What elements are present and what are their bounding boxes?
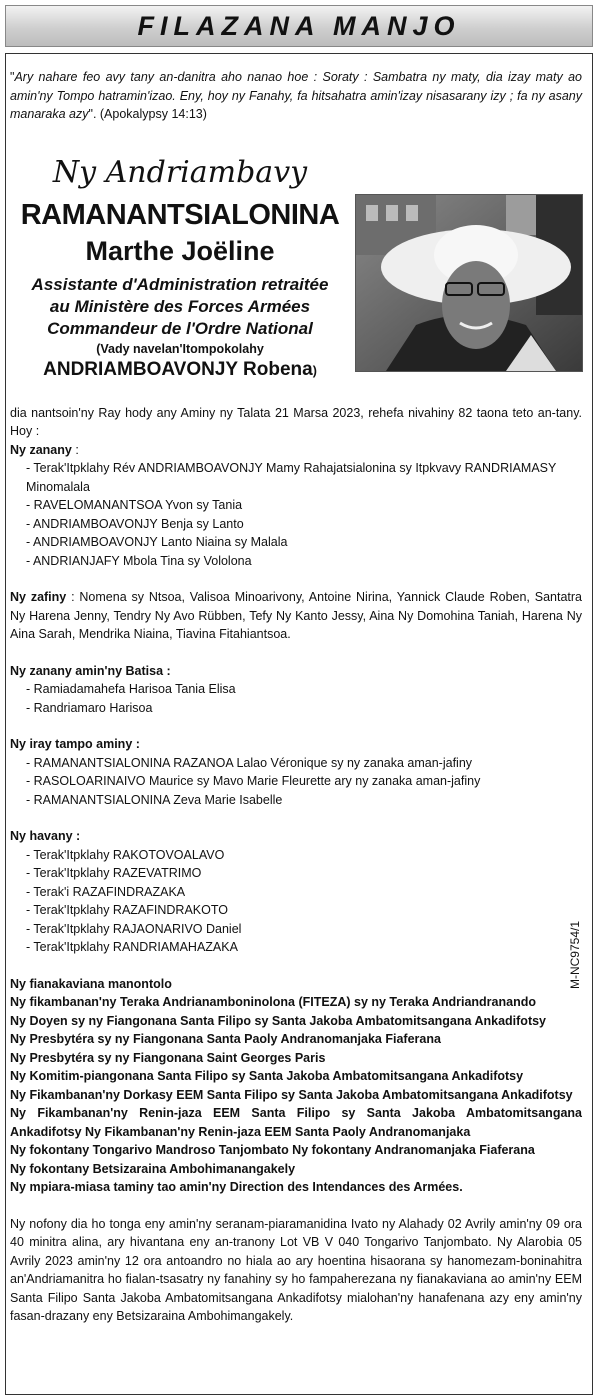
list-item: - Terak'Itpklahy RAJAONARIVO Daniel: [26, 921, 242, 936]
havany-label: Ny havany :: [10, 829, 81, 843]
list-item: - Terak'Itpklahy Rév ANDRIAMBOAVONJY Mamy Rahajatsialonina sy Itpkvavy RANDRIAMASY Minomalala: [26, 461, 557, 494]
list-item: - Terak'i RAZAFINDRAZAKA: [26, 884, 186, 899]
closing-paragraph: Ny nofony dia ho tonga eny amin'ny seranam-piaramanidina Ivato ny Alahady 02 Avrily amin'ny 09 ora 40 minitra alina, ary hivantana eny an-tranony Lot VB V 040 Tongarivo Tanjombato. Ny Alarobia 05 Avrily 2023 amin'ny 12 ora antoandro no hiala ao ary hoentina hisaorana sy hanomezam-boninahitra an'Andriamanitra ho fialan-tsasatry ny fanahiny sy ho fampaherezana ny fianakaviana ao amin'ny EEM Santa Filipo Santa Jakoba Ambatomitsangana Ankadifotsy mialohan'ny hanafenana azy eny amin'ny fasan-drazany eny Betsizaraina Ambohimangakely.: [10, 1216, 582, 1323]
association-line: Ny Presbytéra sy ny Fiangonana Saint Georges Paris: [10, 1050, 326, 1065]
list-item: - ANDRIAMBOAVONJY Lanto Niaina sy Malala: [26, 535, 288, 549]
verse-text: Ary nahare feo avy tany an-danitra aho nanao hoe : Soraty : Sambatra ny maty, dia izay maty ao amin'ny Tompo hatramin'izao. Eny, hoy ny Fanahy, fa hitsahatra amin'izay nisasarany izy ; fa ny asany manaraka azy: [10, 70, 582, 121]
batisa-label: Ny zanany amin'ny Batisa :: [10, 663, 171, 678]
list-item: - Randriamaro Harisoa: [26, 700, 153, 715]
verse-reference: . (Apokalypsy 14:13): [92, 107, 207, 121]
notice-body: [10, 404, 582, 1326]
zanany-list: [10, 459, 582, 570]
list-item: - Terak'Itpklahy RAKOTOVOALAVO: [26, 847, 225, 862]
association-line: Ny fikambanan'ny Teraka Andrianamboninolona (FITEZA) sy ny Teraka Andriandranando: [10, 995, 536, 1009]
honorific: Ny Andriambavy: [52, 154, 308, 190]
list-item: - Ramiadamahefa Harisoa Tania Elisa: [26, 682, 236, 696]
reference-code: M-NC9754/1: [568, 920, 582, 990]
association-line: Ny fokontany Betsizaraina Ambohimanangakely: [10, 1161, 296, 1176]
association-line: Ny Doyen sy ny Fiangonana Santa Filipo sy Santa Jakoba Ambatomitsangana Ankadifotsy: [10, 1013, 547, 1028]
association-line: Ny fokontany Tongarivo Mandroso Tanjombato Ny fokontany Andranomanjaka Fiaferana: [10, 1143, 535, 1157]
zanany-label: Ny zanany: [10, 442, 72, 457]
portrait-illustration: [356, 195, 582, 371]
zanany-section: Ny zanany :: [10, 442, 79, 457]
list-item: - Terak'Itpklahy RAZAFINDRAKOTO: [26, 903, 228, 917]
office-line: Assistante d'Administration retraitée: [31, 274, 329, 294]
zafiny-label: Ny zafiny: [10, 590, 67, 604]
list-item: - RASOLOARINAIVO Maurice sy Mavo Marie Fleurette ary ny zanaka aman-jafiny: [26, 774, 481, 788]
list-item: - Terak'Itpklahy RANDRIAMAHAZAKA: [26, 940, 238, 954]
office-line: Commandeur de l'Ordre National: [47, 318, 313, 338]
deceased-office: [10, 274, 350, 340]
spouse-name: ANDRIAMBOAVONJY Robena: [43, 358, 313, 380]
association-line: Ny Presbytéra sy ny Fiangonana Santa Paoly Andranomanjaka Fiaferana: [10, 1032, 441, 1046]
list-item: - RAMANANTSIALONINA Zeva Marie Isabelle: [26, 792, 283, 807]
deceased-title-block: [10, 154, 582, 404]
association-line: Ny Fikambanan'ny Dorkasy EEM Santa Filipo sy Santa Jakoba Ambatomitsangana Ankadifotsy: [10, 1087, 573, 1102]
associations-list: [10, 975, 582, 1197]
office-line: au Ministère des Forces Armées: [49, 296, 311, 316]
iray-tampo-label: Ny iray tampo aminy :: [10, 737, 140, 751]
association-line: Ny Komitim-piangonana Santa Filipo sy Santa Jakoba Ambatomitsangana Ankadifotsy: [10, 1069, 524, 1083]
bible-verse: "Ary nahare feo avy tany an-danitra aho nanao hoe : Soraty : Sambatra ny maty, dia izay maty ao amin'ny Tompo hatramin'izao. Eny, hoy ny Fanahy, fa hitsahatra amin'izay nisasarany izy ; fa ny asany manaraka azy". (Apokalypsy 14:13): [10, 70, 582, 121]
deceased-surname: RAMANANTSIALONINA: [20, 198, 340, 231]
zafiny-section: [10, 588, 582, 644]
association-line: Ny Fikambanan'ny Renin-jaza EEM Santa Filipo sy Santa Jakoba Ambatomitsangana Ankadifotsy Ny Fikambanan'ny Renin-jaza EEM Santa Paoly Andranomanjaka: [10, 1106, 582, 1139]
association-line: Ny fianakaviana manontolo: [10, 976, 172, 991]
announcement: dia nantsoin'ny Ray hody any Aminy ny Talata 21 Marsa 2023, rehefa nivahiny 82 taona teto an-tany. Hoy :: [10, 405, 582, 438]
portrait-photo: [355, 194, 583, 372]
list-item: - RAVELOMANANTSOA Yvon sy Tania: [26, 498, 243, 512]
spouse-close: ): [312, 363, 317, 378]
spouse-line: [10, 358, 350, 383]
association-line: Ny mpiara-miasa taminy tao amin'ny Direction des Intendances des Armées.: [10, 1180, 463, 1194]
spouse-intro: (Vady navelan'Itompokolahy: [96, 341, 264, 356]
list-item: - ANDRIANJAFY Mbola Tina sy Vololona: [26, 553, 252, 568]
batisa-list: [10, 680, 582, 717]
list-item: - RAMANANTSIALONINA RAZANOA Lalao Véronique sy ny zanaka aman-jafiny: [26, 755, 473, 770]
notice-content: [10, 68, 582, 1326]
deceased-given-names: Marthe Joëline: [85, 235, 275, 266]
havany-list: [10, 846, 582, 957]
list-item: - ANDRIAMBOAVONJY Benja sy Lanto: [26, 516, 244, 531]
iray-tampo-list: [10, 754, 582, 810]
header-banner: [5, 5, 593, 47]
zafiny-text: : Nomena sy Ntsoa, Valisoa Minoarivony, Antoine Nirina, Yannick Claude Roben, Santatra Ny Harena Jenny, Tendry Ny Avo Rübben, Tefy Ny Kanto Jessy, Aina Ny Domohina Taniah, Harena Ny Aina Sarah, Mendrika Niaina, Tiavina Fitahiantsoa.: [10, 590, 582, 641]
list-item: - Terak'Itpklahy RAZEVATRIMO: [26, 866, 202, 880]
header-title: FILAZANA MANJO: [137, 10, 461, 41]
